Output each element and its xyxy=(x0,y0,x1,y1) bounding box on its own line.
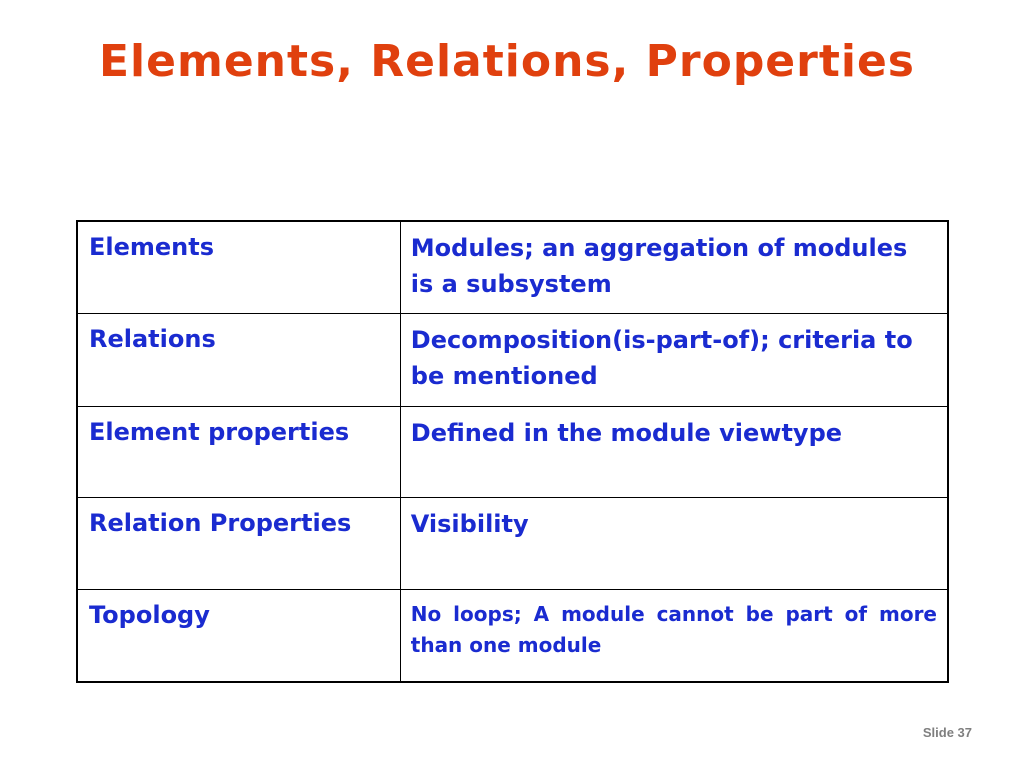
row-term: Topology xyxy=(77,589,400,682)
table-row xyxy=(77,497,948,589)
row-term: Relations xyxy=(77,313,400,406)
table-row xyxy=(77,313,948,406)
row-term: Element properties xyxy=(77,406,400,497)
slide-number: Slide 37 xyxy=(922,725,972,740)
row-description: No loops; A module cannot be part of more than one module xyxy=(400,589,948,682)
row-description: Defined in the module viewtype xyxy=(400,406,948,497)
table-row xyxy=(77,221,948,313)
row-term: Relation Properties xyxy=(77,497,400,589)
table-row xyxy=(77,406,948,497)
row-description: Decomposition(is-part-of); criteria to be mentioned xyxy=(400,313,948,406)
table-row xyxy=(77,589,948,682)
row-term: Elements xyxy=(77,221,400,313)
slide-title: Elements, Relations, Properties xyxy=(99,36,915,87)
row-description: Visibility xyxy=(400,497,948,589)
row-description: Modules; an aggregation of modules is a subsystem xyxy=(400,221,948,313)
properties-table xyxy=(76,220,949,683)
